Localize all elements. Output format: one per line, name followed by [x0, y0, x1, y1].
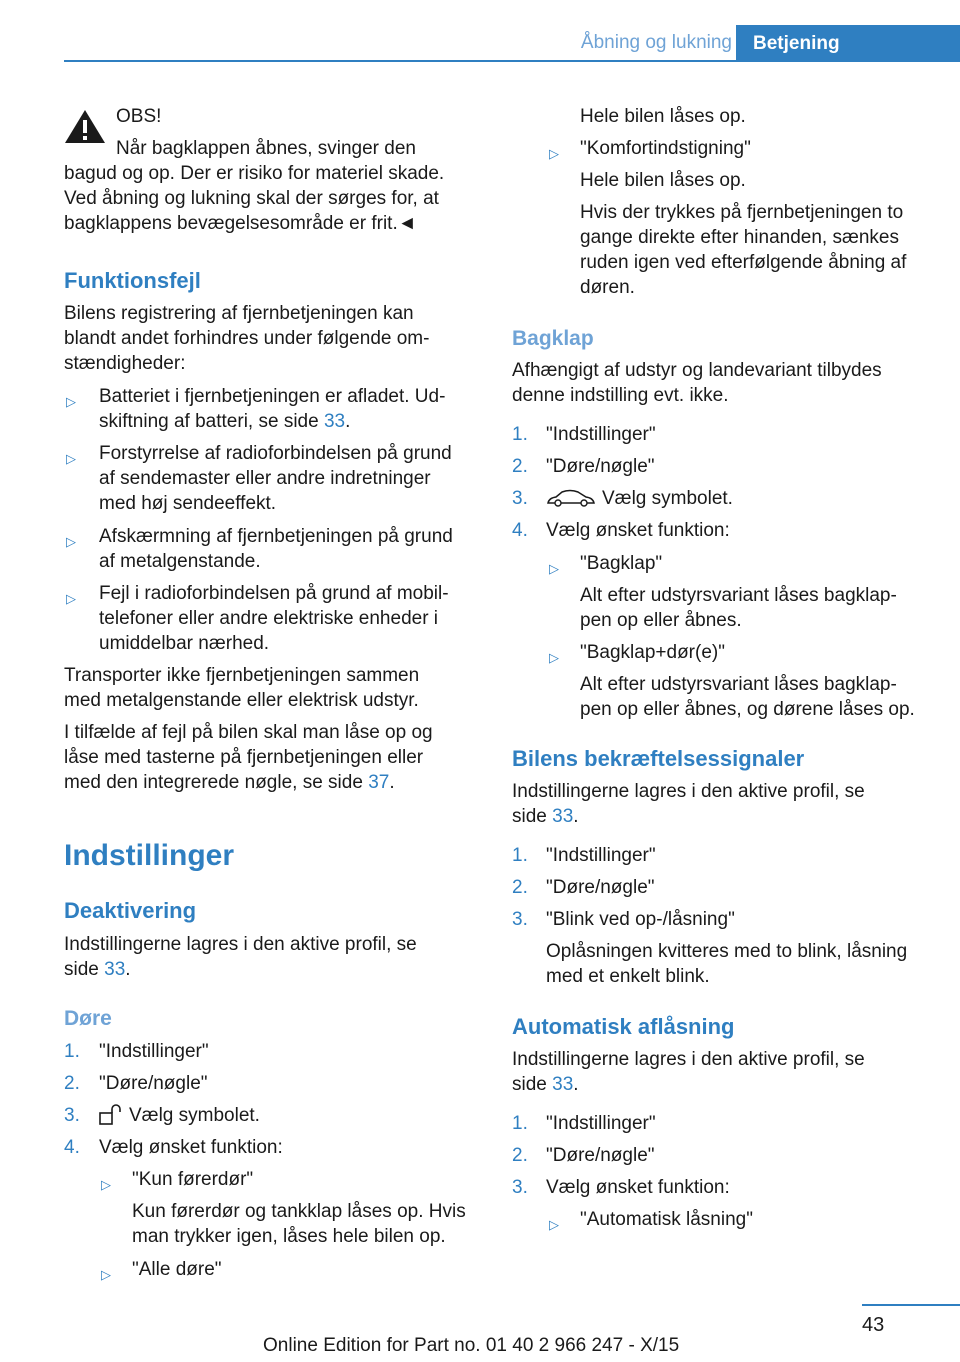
- list-item: "Døre/nøgle": [546, 456, 655, 477]
- list-item: "Bagklap": [580, 553, 663, 574]
- paragraph-line: Bilens registrering af fjernbetjeningen kan: [64, 303, 414, 324]
- paragraph-line: Indstillingerne lagres i den aktive profil, se: [512, 1049, 865, 1070]
- list-item-description: Alt efter udstyrsvariant låses bagklap-: [580, 585, 897, 606]
- list-item-description: med et enkelt blink.: [546, 966, 710, 987]
- list-item: "Døre/nøgle": [99, 1073, 208, 1094]
- list-number: 1.: [512, 845, 528, 866]
- paragraph-line: blandt andet forhindres under følgende om-: [64, 328, 430, 349]
- section-title: Åbning og lukning: [580, 32, 732, 53]
- bullet-icon: ▷: [101, 1177, 111, 1192]
- page-link[interactable]: 37: [368, 772, 390, 793]
- warning-line: Ved åbning og lukning skal der sørges for, at: [64, 188, 439, 209]
- list-item: "Komfortindstigning": [580, 138, 751, 159]
- list-item: "Døre/nøgle": [546, 877, 655, 898]
- footer-edition: Online Edition for Part no. 01 40 2 966 247 - X/15: [263, 1335, 680, 1356]
- heading-automatisk-aflasning: Automatisk aflåsning: [512, 1014, 735, 1039]
- page-number: 43: [862, 1314, 885, 1336]
- page-link[interactable]: 33: [104, 959, 126, 980]
- list-item-description: døren.: [580, 277, 635, 298]
- list-number: 3.: [64, 1105, 80, 1126]
- list-number: 4.: [512, 520, 528, 541]
- list-item: "Indstillinger": [546, 1113, 656, 1134]
- paragraph-line: Indstillingerne lagres i den aktive profil, se: [512, 781, 865, 802]
- list-number: 2.: [512, 456, 528, 477]
- list-item: "Alle døre": [132, 1259, 222, 1280]
- list-item: "Blink ved op-/låsning": [546, 909, 735, 930]
- list-item: af sendemaster eller andre indretninger: [99, 468, 431, 489]
- list-number: 4.: [64, 1137, 80, 1158]
- list-item: "Indstillinger": [546, 845, 656, 866]
- list-item: "Døre/nøgle": [546, 1145, 655, 1166]
- paragraph-line: stændigheder:: [64, 353, 186, 374]
- warning-icon: [64, 108, 106, 145]
- heading-funktionsfejl: Funktionsfejl: [64, 268, 201, 293]
- heading-dore: Døre: [64, 1007, 112, 1030]
- heading-bagklap: Bagklap: [512, 327, 594, 350]
- list-item: Batteriet i fjernbetjeningen er afladet. Ud-: [99, 386, 446, 407]
- unlock-icon: [99, 1104, 125, 1126]
- list-item: "Indstillinger": [546, 424, 656, 445]
- paragraph-line: side 33.: [64, 959, 131, 980]
- list-number: 1.: [512, 1113, 528, 1134]
- heading-bekraeftelsessignaler: Bilens bekræftelsessignaler: [512, 746, 805, 771]
- list-item: Vælg ønsket funktion:: [546, 520, 730, 541]
- list-item: Vælg ønsket funktion:: [546, 1177, 730, 1198]
- list-item-description: pen op eller åbnes, og dørene låses op.: [580, 699, 915, 720]
- list-item: med høj sendeeffekt.: [99, 493, 277, 514]
- list-item-description: gange direkte efter hinanden, sænkes: [580, 227, 899, 248]
- heading-deaktivering: Deaktivering: [64, 898, 197, 923]
- warning-title: OBS!: [116, 106, 162, 127]
- paragraph-line: side 33.: [512, 806, 579, 827]
- list-item: "Bagklap+dør(e)": [580, 642, 725, 663]
- list-item-description: Hele bilen låses op.: [580, 106, 746, 127]
- car-icon: [546, 487, 596, 509]
- list-item: Vælg symbolet.: [129, 1105, 260, 1126]
- list-item: umiddelbar nærhed.: [99, 633, 270, 654]
- list-item-description: man trykker igen, låses hele bilen op.: [132, 1226, 446, 1247]
- list-item: "Kun førerdør": [132, 1169, 254, 1190]
- warning-line: Når bagklappen åbnes, svinger den: [116, 138, 416, 159]
- page-link[interactable]: 33: [552, 806, 574, 827]
- list-number: 2.: [512, 1145, 528, 1166]
- heading-indstillinger: Indstillinger: [64, 839, 235, 872]
- list-number: 1.: [64, 1041, 80, 1062]
- list-item: Vælg ønsket funktion:: [99, 1137, 283, 1158]
- paragraph-line: med den integrerede nøgle, se side 37.: [64, 772, 395, 793]
- paragraph-line: side 33.: [512, 1074, 579, 1095]
- warning-line: bagklappens bevægelsesområde er frit.◄: [64, 213, 417, 234]
- list-item: "Indstillinger": [99, 1041, 209, 1062]
- paragraph-line: låse med tasterne på fjernbetjeningen eller: [64, 747, 424, 768]
- bullet-icon: ▷: [66, 451, 76, 466]
- list-item: Fejl i radioforbindelsen på grund af mobil-: [99, 583, 449, 604]
- bullet-icon: ▷: [66, 591, 76, 606]
- bullet-icon: ▷: [66, 394, 76, 409]
- list-number: 2.: [64, 1073, 80, 1094]
- list-item: af metalgenstande.: [99, 551, 261, 572]
- list-number: 3.: [512, 909, 528, 930]
- footer-rule: [862, 1304, 960, 1306]
- list-number: 1.: [512, 424, 528, 445]
- bullet-icon: ▷: [549, 650, 559, 665]
- page-link[interactable]: 33: [323, 411, 346, 432]
- paragraph-line: med metalgenstande eller elektrisk udstyr.: [64, 690, 419, 711]
- bullet-icon: ▷: [101, 1267, 111, 1282]
- list-item-description: pen op eller åbnes.: [580, 610, 742, 631]
- list-number: 2.: [512, 877, 528, 898]
- list-item: Forstyrrelse af radioforbindelsen på grund: [99, 443, 452, 464]
- list-item-description: Hele bilen låses op.: [580, 170, 746, 191]
- list-item-description: Oplåsningen kvitteres med to blink, låsning: [546, 941, 908, 962]
- list-item-description: Kun førerdør og tankklap låses op. Hvis: [132, 1201, 466, 1222]
- paragraph-line: Transporter ikke fjernbetjeningen sammen: [64, 665, 420, 686]
- paragraph-line: Afhængigt af udstyr og landevariant tilbydes: [512, 360, 882, 381]
- page-link[interactable]: 33: [552, 1074, 574, 1095]
- paragraph-line: denne indstilling evt. ikke.: [512, 385, 729, 406]
- bullet-icon: ▷: [549, 146, 559, 161]
- header-rule: [64, 60, 960, 62]
- bullet-icon: ▷: [66, 534, 76, 549]
- list-item: Afskærmning af fjernbetjeningen på grund: [99, 526, 453, 547]
- list-number: 3.: [512, 1177, 528, 1198]
- list-item: skiftning af batteri, se side 33.: [99, 411, 351, 432]
- list-item-description: Alt efter udstyrsvariant låses bagklap-: [580, 674, 897, 695]
- chapter-tab: Betjening: [736, 25, 960, 62]
- list-item: telefoner eller andre elektriske enheder i: [99, 608, 439, 629]
- paragraph-line: Indstillingerne lagres i den aktive profil, se: [64, 934, 417, 955]
- list-number: 3.: [512, 488, 528, 509]
- paragraph-line: I tilfælde af fejl på bilen skal man låse op og: [64, 722, 433, 743]
- list-item-description: ruden igen ved efterfølgende åbning af: [580, 252, 907, 273]
- bullet-icon: ▷: [549, 1217, 559, 1232]
- list-item-description: Hvis der trykkes på fjernbetjeningen to: [580, 202, 904, 223]
- bullet-icon: ▷: [549, 561, 559, 576]
- list-item: "Automatisk låsning": [580, 1209, 753, 1230]
- warning-line: bagud og op. Der er risiko for materiel skade.: [64, 163, 445, 184]
- list-item: Vælg symbolet.: [602, 488, 733, 509]
